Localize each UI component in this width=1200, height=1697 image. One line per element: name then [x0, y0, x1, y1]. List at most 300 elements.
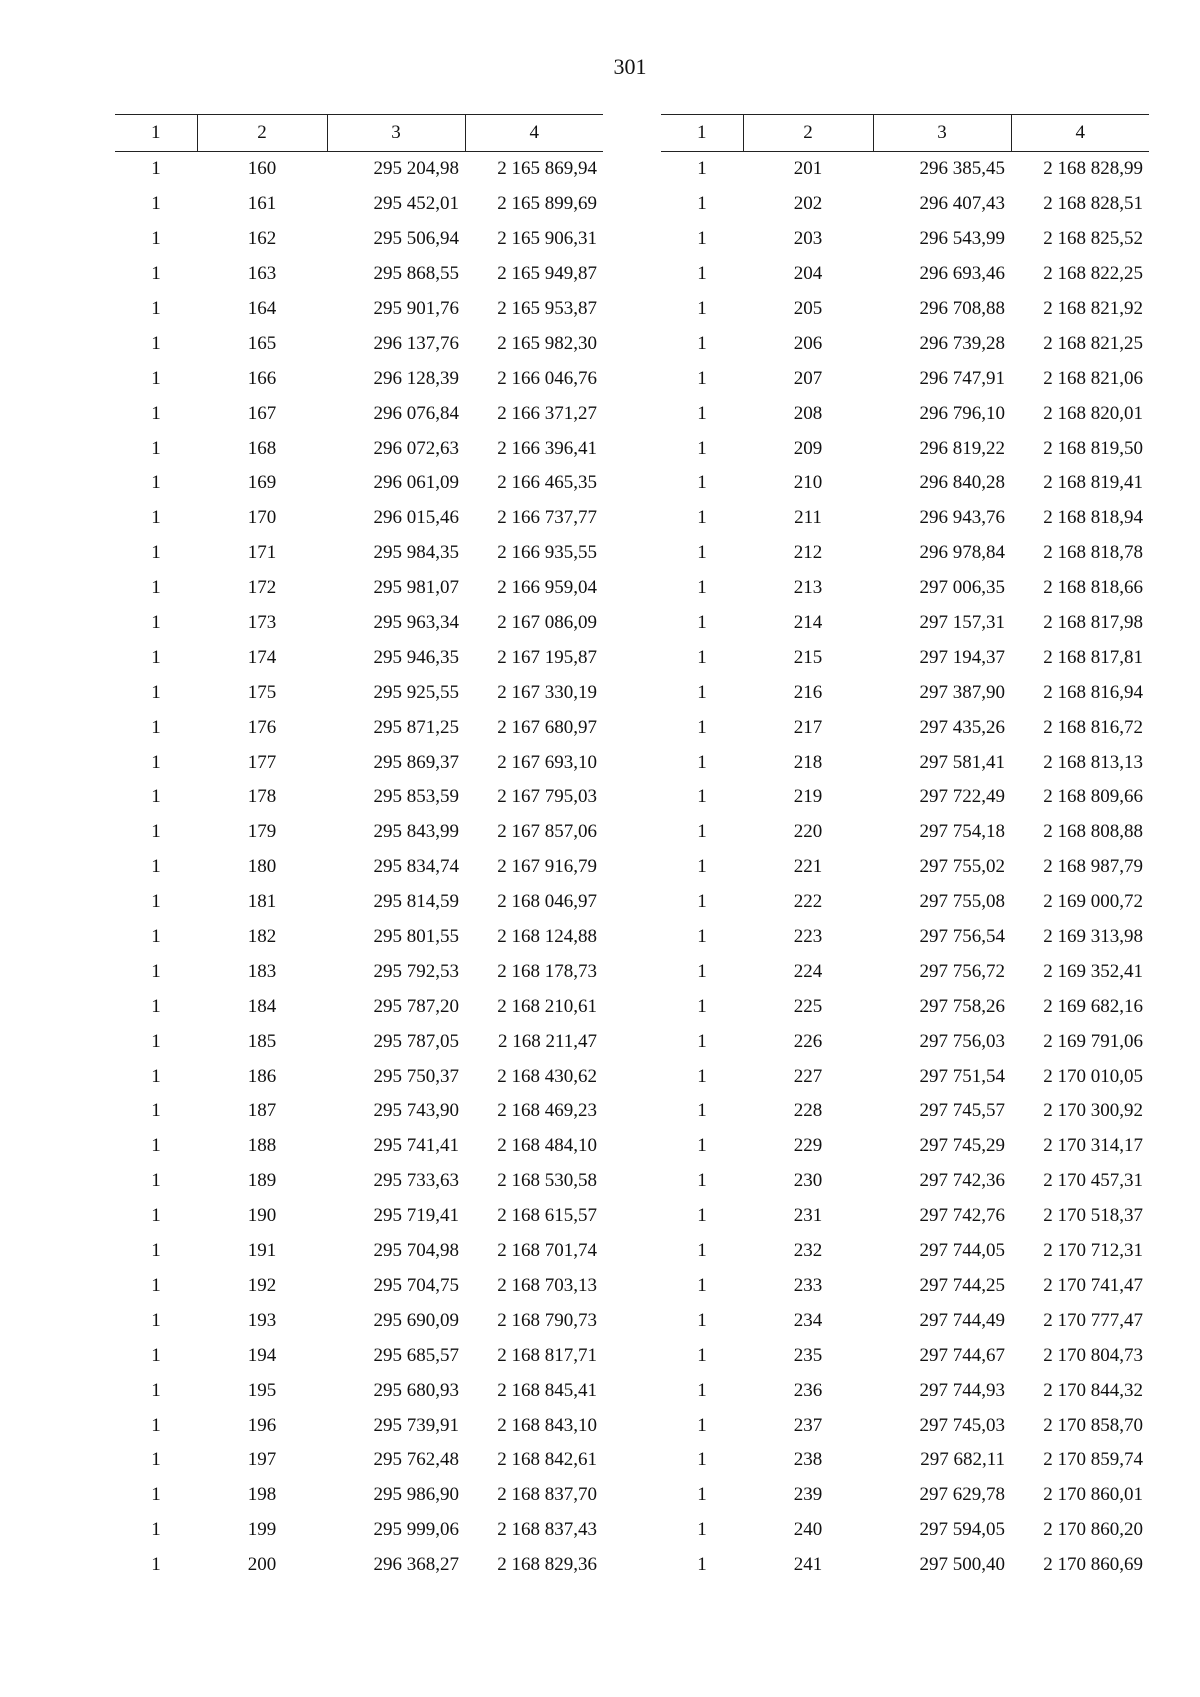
table-row	[661, 640, 1149, 675]
table-row	[661, 152, 1149, 187]
table-row	[115, 1269, 603, 1304]
table-cell: 2 165 869,94	[497, 158, 597, 180]
table-cell: 297 742,76	[919, 1205, 1005, 1227]
table-cell: 2 168 837,70	[497, 1484, 597, 1506]
table-cell: 295 792,53	[373, 960, 459, 982]
table-cell: 297 006,35	[919, 577, 1005, 599]
table-cell: 238	[793, 1449, 823, 1471]
table-cell: 2 168 813,13	[1043, 751, 1143, 773]
table-row	[115, 1059, 603, 1094]
table-row	[115, 1513, 603, 1548]
table-cell: 1	[697, 542, 707, 564]
table-cell: 186	[247, 1065, 277, 1087]
table-cell: 2 168 178,73	[497, 960, 597, 982]
table-cell: 2 168 829,36	[497, 1554, 597, 1576]
table-row	[661, 187, 1149, 222]
table-cell: 198	[247, 1484, 277, 1506]
table-cell: 295 704,98	[373, 1240, 459, 1262]
table-cell: 177	[247, 751, 277, 773]
table-row	[115, 675, 603, 710]
table-cell: 1	[151, 960, 161, 982]
table-cell: 297 194,37	[919, 646, 1005, 668]
table-row	[661, 501, 1149, 536]
table-cell: 1	[697, 298, 707, 319]
table-row	[115, 361, 603, 396]
table-cell: 1	[151, 1449, 161, 1471]
table-cell: 215	[793, 646, 823, 668]
table-cell: 172	[247, 577, 277, 599]
table-row	[115, 1234, 603, 1269]
table-row	[661, 1478, 1149, 1513]
table-cell: 1	[697, 1554, 707, 1576]
table-row	[661, 920, 1149, 955]
table-cell: 237	[793, 1414, 823, 1436]
table-cell: 1	[697, 437, 707, 459]
table-cell: 234	[793, 1309, 823, 1331]
table-cell: 297 744,49	[919, 1309, 1005, 1331]
table-row	[115, 257, 603, 292]
table-cell: 2 169 791,06	[1043, 1030, 1143, 1052]
table-cell: 295 741,41	[373, 1135, 459, 1157]
table-row	[115, 396, 603, 431]
table-cell: 1	[697, 332, 707, 354]
table-cell: 208	[793, 402, 823, 424]
table-cell: 1	[151, 1484, 161, 1506]
table-cell: 296 708,88	[919, 298, 1005, 319]
table-cell: 166	[247, 367, 277, 389]
table-cell: 2 169 000,72	[1043, 891, 1143, 913]
table-cell: 2 170 314,17	[1043, 1135, 1143, 1157]
table-cell: 1	[697, 786, 707, 808]
table-cell: 1	[697, 1379, 707, 1401]
table-row	[115, 1094, 603, 1129]
table-cell: 1	[151, 402, 161, 424]
table-cell: 162	[247, 228, 277, 250]
table-row	[115, 710, 603, 745]
table-cell: 296 076,84	[373, 402, 459, 424]
table-row	[661, 257, 1149, 292]
table-row	[661, 571, 1149, 606]
table-cell: 2 168 210,61	[497, 995, 597, 1017]
table-cell: 231	[793, 1205, 823, 1227]
column-header: 3	[873, 115, 1011, 152]
table-cell: 2 168 845,41	[497, 1379, 597, 1401]
table-cell: 2 167 795,03	[497, 786, 597, 808]
table-cell: 295 739,91	[373, 1414, 459, 1436]
table-cell: 180	[247, 856, 277, 878]
table-cell: 2 168 211,47	[497, 1030, 597, 1052]
table-cell: 297 744,25	[919, 1274, 1005, 1296]
table-row	[661, 1129, 1149, 1164]
table-cell: 295 999,06	[373, 1519, 459, 1541]
table-cell: 2 167 330,19	[497, 681, 597, 703]
table-cell: 2 168 817,98	[1043, 612, 1143, 634]
table-cell: 210	[793, 472, 823, 494]
table-cell: 1	[151, 1065, 161, 1087]
table-cell: 2 170 010,05	[1043, 1065, 1143, 1087]
table-cell: 1	[697, 577, 707, 599]
table-row	[115, 989, 603, 1024]
table-row	[661, 431, 1149, 466]
table-cell: 179	[247, 821, 277, 843]
table-row	[115, 1443, 603, 1478]
table-cell: 2 165 906,31	[497, 228, 597, 250]
table-cell: 2 168 615,57	[497, 1205, 597, 1227]
table-row	[115, 501, 603, 536]
table-cell: 1	[151, 437, 161, 459]
page-number: 301	[613, 54, 647, 79]
table-cell: 2 166 465,35	[497, 472, 597, 494]
table-row	[661, 1373, 1149, 1408]
table-cell: 296 407,43	[919, 193, 1005, 215]
table-row	[661, 1513, 1149, 1548]
table-cell: 2 168 825,52	[1043, 228, 1143, 250]
table-cell: 216	[793, 681, 823, 703]
table-cell: 2 168 843,10	[497, 1414, 597, 1436]
coordinates-table-left	[115, 114, 603, 1583]
table-cell: 2 168 703,13	[497, 1274, 597, 1296]
table-cell: 1	[697, 1274, 707, 1296]
table-cell: 2 168 816,72	[1043, 716, 1143, 738]
table-cell: 1	[697, 821, 707, 843]
table-cell: 295 685,57	[373, 1344, 459, 1366]
table-row	[661, 1024, 1149, 1059]
table-cell: 2 166 935,55	[497, 542, 597, 564]
table-cell: 1	[697, 1065, 707, 1087]
column-header: 1	[661, 115, 743, 152]
table-cell: 239	[793, 1484, 823, 1506]
table-cell: 1	[697, 716, 707, 738]
table-cell: 1	[151, 1135, 161, 1157]
table-cell: 296 543,99	[919, 228, 1005, 250]
table-cell: 295 868,55	[373, 263, 459, 285]
column-header: 1	[115, 115, 197, 152]
table-cell: 2 168 822,25	[1043, 263, 1143, 285]
table-cell: 2 166 737,77	[497, 507, 597, 529]
table-cell: 297 744,93	[919, 1379, 1005, 1401]
table-cell: 1	[697, 1414, 707, 1436]
table-cell: 296 015,46	[373, 507, 459, 529]
table-cell: 295 946,35	[373, 646, 459, 668]
table-row	[115, 1373, 603, 1408]
table-cell: 295 986,90	[373, 1484, 459, 1506]
table-cell: 1	[151, 926, 161, 948]
table-cell: 2 167 693,10	[497, 751, 597, 773]
table-cell: 2 166 046,76	[497, 367, 597, 389]
table-cell: 2 169 352,41	[1043, 960, 1143, 982]
table-cell: 2 170 860,01	[1043, 1484, 1143, 1506]
table-cell: 296 819,22	[919, 437, 1005, 459]
table-cell: 2 167 916,79	[497, 856, 597, 878]
table-cell: 189	[247, 1170, 277, 1192]
table-cell: 204	[793, 263, 823, 285]
table-cell: 200	[247, 1554, 277, 1576]
table-cell: 2 168 819,50	[1043, 437, 1143, 459]
table-cell: 2 168 484,10	[497, 1135, 597, 1157]
table-cell: 296 128,39	[373, 367, 459, 389]
table-cell: 1	[697, 1344, 707, 1366]
table-cell: 2 169 313,98	[1043, 926, 1143, 948]
table-cell: 223	[793, 926, 823, 948]
table-cell: 184	[247, 995, 277, 1017]
column-header: 2	[197, 115, 327, 152]
table-cell: 211	[794, 507, 822, 529]
table-cell: 164	[247, 298, 277, 319]
table-cell: 1	[151, 193, 161, 215]
table-cell: 296 693,46	[919, 263, 1005, 285]
table-cell: 217	[793, 716, 823, 738]
table-cell: 213	[793, 577, 823, 599]
column-header: 2	[743, 115, 873, 152]
table-row	[661, 675, 1149, 710]
table-cell: 2 168 821,92	[1043, 298, 1143, 319]
table-row	[661, 1094, 1149, 1129]
coordinates-table-right	[661, 114, 1149, 1583]
table-cell: 295 506,94	[373, 228, 459, 250]
table-cell: 1	[151, 716, 161, 738]
table-cell: 205	[793, 298, 823, 319]
table-cell: 297 758,26	[919, 995, 1005, 1017]
table-cell: 297 756,72	[919, 960, 1005, 982]
table-cell: 191	[247, 1240, 277, 1262]
table-cell: 1	[697, 367, 707, 389]
table-row	[661, 222, 1149, 257]
table-cell: 165	[247, 332, 277, 354]
table-cell: 1	[697, 1170, 707, 1192]
table-cell: 1	[151, 577, 161, 599]
table-row	[115, 745, 603, 780]
table-row	[661, 780, 1149, 815]
table-row	[115, 1129, 603, 1164]
table-row	[661, 745, 1149, 780]
table-cell: 1	[697, 472, 707, 494]
column-header: 4	[465, 115, 603, 152]
table-cell: 161	[247, 193, 277, 215]
table-cell: 201	[793, 158, 823, 180]
table-cell: 203	[793, 228, 823, 250]
table-cell: 297 435,26	[919, 716, 1005, 738]
table-cell: 2 168 818,78	[1043, 542, 1143, 564]
table-row	[115, 780, 603, 815]
table-cell: 1	[151, 1205, 161, 1227]
table-row	[661, 361, 1149, 396]
table-row	[115, 187, 603, 222]
table-row	[661, 1059, 1149, 1094]
table-cell: 2 168 430,62	[497, 1065, 597, 1087]
table-cell: 295 843,99	[373, 821, 459, 843]
table-cell: 296 072,63	[373, 437, 459, 459]
table-row	[661, 292, 1149, 327]
table-cell: 235	[793, 1344, 823, 1366]
table-cell: 1	[151, 1240, 161, 1262]
table-cell: 1	[151, 1100, 161, 1122]
table-cell: 2 170 858,70	[1043, 1414, 1143, 1436]
table-cell: 194	[247, 1344, 277, 1366]
table-cell: 1	[151, 1414, 161, 1436]
table-cell: 2 166 396,41	[497, 437, 597, 459]
table-cell: 214	[793, 612, 823, 634]
table-cell: 295 925,55	[373, 681, 459, 703]
table-cell: 2 168 818,66	[1043, 577, 1143, 599]
table-cell: 206	[793, 332, 823, 354]
table-cell: 296 840,28	[919, 472, 1005, 494]
table-cell: 207	[793, 367, 823, 389]
table-row	[115, 1303, 603, 1338]
table-cell: 224	[793, 960, 823, 982]
table-cell: 163	[247, 263, 277, 285]
table-cell: 2 170 860,20	[1043, 1519, 1143, 1541]
table-cell: 1	[697, 681, 707, 703]
table-cell: 230	[793, 1170, 823, 1192]
table-cell: 2 168 469,23	[497, 1100, 597, 1122]
table-cell: 2 168 790,73	[497, 1309, 597, 1331]
table-cell: 297 745,57	[919, 1100, 1005, 1122]
table-row	[115, 1408, 603, 1443]
table-row	[661, 989, 1149, 1024]
table-cell: 295 452,01	[373, 193, 459, 215]
table-cell: 296 978,84	[919, 542, 1005, 564]
table-cell: 1	[151, 1170, 161, 1192]
table-cell: 2 166 959,04	[497, 577, 597, 599]
table-cell: 1	[151, 332, 161, 354]
table-cell: 295 853,59	[373, 786, 459, 808]
table-cell: 1	[697, 856, 707, 878]
table-cell: 295 869,37	[373, 751, 459, 773]
table-cell: 2 167 857,06	[497, 821, 597, 843]
table-row	[115, 292, 603, 327]
table-cell: 227	[793, 1065, 823, 1087]
table-row	[115, 920, 603, 955]
table-cell: 226	[793, 1030, 823, 1052]
table-cell: 176	[247, 716, 277, 738]
table-cell: 2 168 817,71	[497, 1344, 597, 1366]
table-cell: 167	[247, 402, 277, 424]
table-cell: 2 165 949,87	[497, 263, 597, 285]
table-row	[115, 431, 603, 466]
table-cell: 187	[247, 1100, 277, 1122]
table-cell: 2 168 821,25	[1043, 332, 1143, 354]
table-cell: 185	[247, 1030, 277, 1052]
table-cell: 2 168 816,94	[1043, 681, 1143, 703]
table-row	[115, 1338, 603, 1373]
table-cell: 2 170 712,31	[1043, 1240, 1143, 1262]
table-cell: 1	[151, 1309, 161, 1331]
table-cell: 1	[151, 891, 161, 913]
table-cell: 2 165 982,30	[497, 332, 597, 354]
table-cell: 241	[793, 1554, 823, 1576]
table-cell: 218	[793, 751, 823, 773]
table-row	[661, 326, 1149, 361]
table-cell: 1	[151, 646, 161, 668]
table-cell: 2 168 820,01	[1043, 402, 1143, 424]
table-cell: 2 168 828,51	[1043, 193, 1143, 215]
table-cell: 297 755,08	[919, 891, 1005, 913]
table-row	[661, 606, 1149, 641]
table-cell: 2 168 809,66	[1043, 786, 1143, 808]
table-cell: 296 385,45	[919, 158, 1005, 180]
table-cell: 295 743,90	[373, 1100, 459, 1122]
table-cell: 232	[793, 1240, 823, 1262]
table-cell: 1	[697, 612, 707, 634]
table-cell: 296 061,09	[373, 472, 459, 494]
table-cell: 2 170 518,37	[1043, 1205, 1143, 1227]
table-cell: 295 204,98	[373, 158, 459, 180]
table-cell: 1	[151, 856, 161, 878]
table-header-row	[115, 115, 603, 152]
table-cell: 2 167 086,09	[497, 612, 597, 634]
table-cell: 193	[247, 1309, 277, 1331]
table-cell: 296 747,91	[919, 367, 1005, 389]
table-cell: 296 943,76	[919, 507, 1005, 529]
table-row	[115, 606, 603, 641]
table-cell: 1	[697, 158, 707, 180]
table-cell: 1	[697, 1519, 707, 1541]
table-cell: 1	[151, 1344, 161, 1366]
table-cell: 1	[697, 891, 707, 913]
table-cell: 2 168 828,99	[1043, 158, 1143, 180]
table-cell: 2 167 680,97	[497, 716, 597, 738]
table-cell: 296 739,28	[919, 332, 1005, 354]
table-cell: 225	[793, 995, 823, 1017]
table-cell: 2 168 819,41	[1043, 472, 1143, 494]
table-cell: 296 796,10	[919, 402, 1005, 424]
table-cell: 1	[151, 367, 161, 389]
table-cell: 2 170 457,31	[1043, 1170, 1143, 1192]
table-cell: 192	[247, 1274, 277, 1296]
table-row	[115, 850, 603, 885]
table-cell: 1	[151, 263, 161, 285]
table-cell: 297 742,36	[919, 1170, 1005, 1192]
table-row	[661, 466, 1149, 501]
table-cell: 1	[697, 1309, 707, 1331]
table-cell: 1	[151, 1379, 161, 1401]
table-cell: 2 170 844,32	[1043, 1379, 1143, 1401]
table-cell: 297 500,40	[919, 1554, 1005, 1576]
table-cell: 296 368,27	[373, 1554, 459, 1576]
table-cell: 1	[151, 507, 161, 529]
table-cell: 297 744,05	[919, 1240, 1005, 1262]
table-cell: 168	[247, 437, 277, 459]
table-cell: 295 750,37	[373, 1065, 459, 1087]
table-row	[661, 1338, 1149, 1373]
table-cell: 297 581,41	[919, 751, 1005, 773]
table-row	[661, 850, 1149, 885]
column-header: 4	[1011, 115, 1149, 152]
table-cell: 295 871,25	[373, 716, 459, 738]
table-cell: 295 901,76	[373, 298, 459, 319]
table-cell: 297 722,49	[919, 786, 1005, 808]
table-cell: 1	[697, 263, 707, 285]
table-cell: 2 165 953,87	[497, 298, 597, 319]
table-cell: 297 745,03	[919, 1414, 1005, 1436]
table-cell: 1	[151, 786, 161, 808]
table-cell: 229	[793, 1135, 823, 1157]
table-cell: 1	[697, 507, 707, 529]
table-row	[115, 1199, 603, 1234]
table-cell: 183	[247, 960, 277, 982]
table-cell: 1	[151, 1274, 161, 1296]
table-cell: 1	[151, 472, 161, 494]
table-cell: 209	[793, 437, 823, 459]
table-cell: 219	[793, 786, 823, 808]
table-cell: 1	[697, 193, 707, 215]
table-cell: 1	[151, 612, 161, 634]
table-row	[115, 954, 603, 989]
table-row	[661, 885, 1149, 920]
table-row	[661, 1269, 1149, 1304]
table-row	[661, 815, 1149, 850]
table-row	[115, 640, 603, 675]
